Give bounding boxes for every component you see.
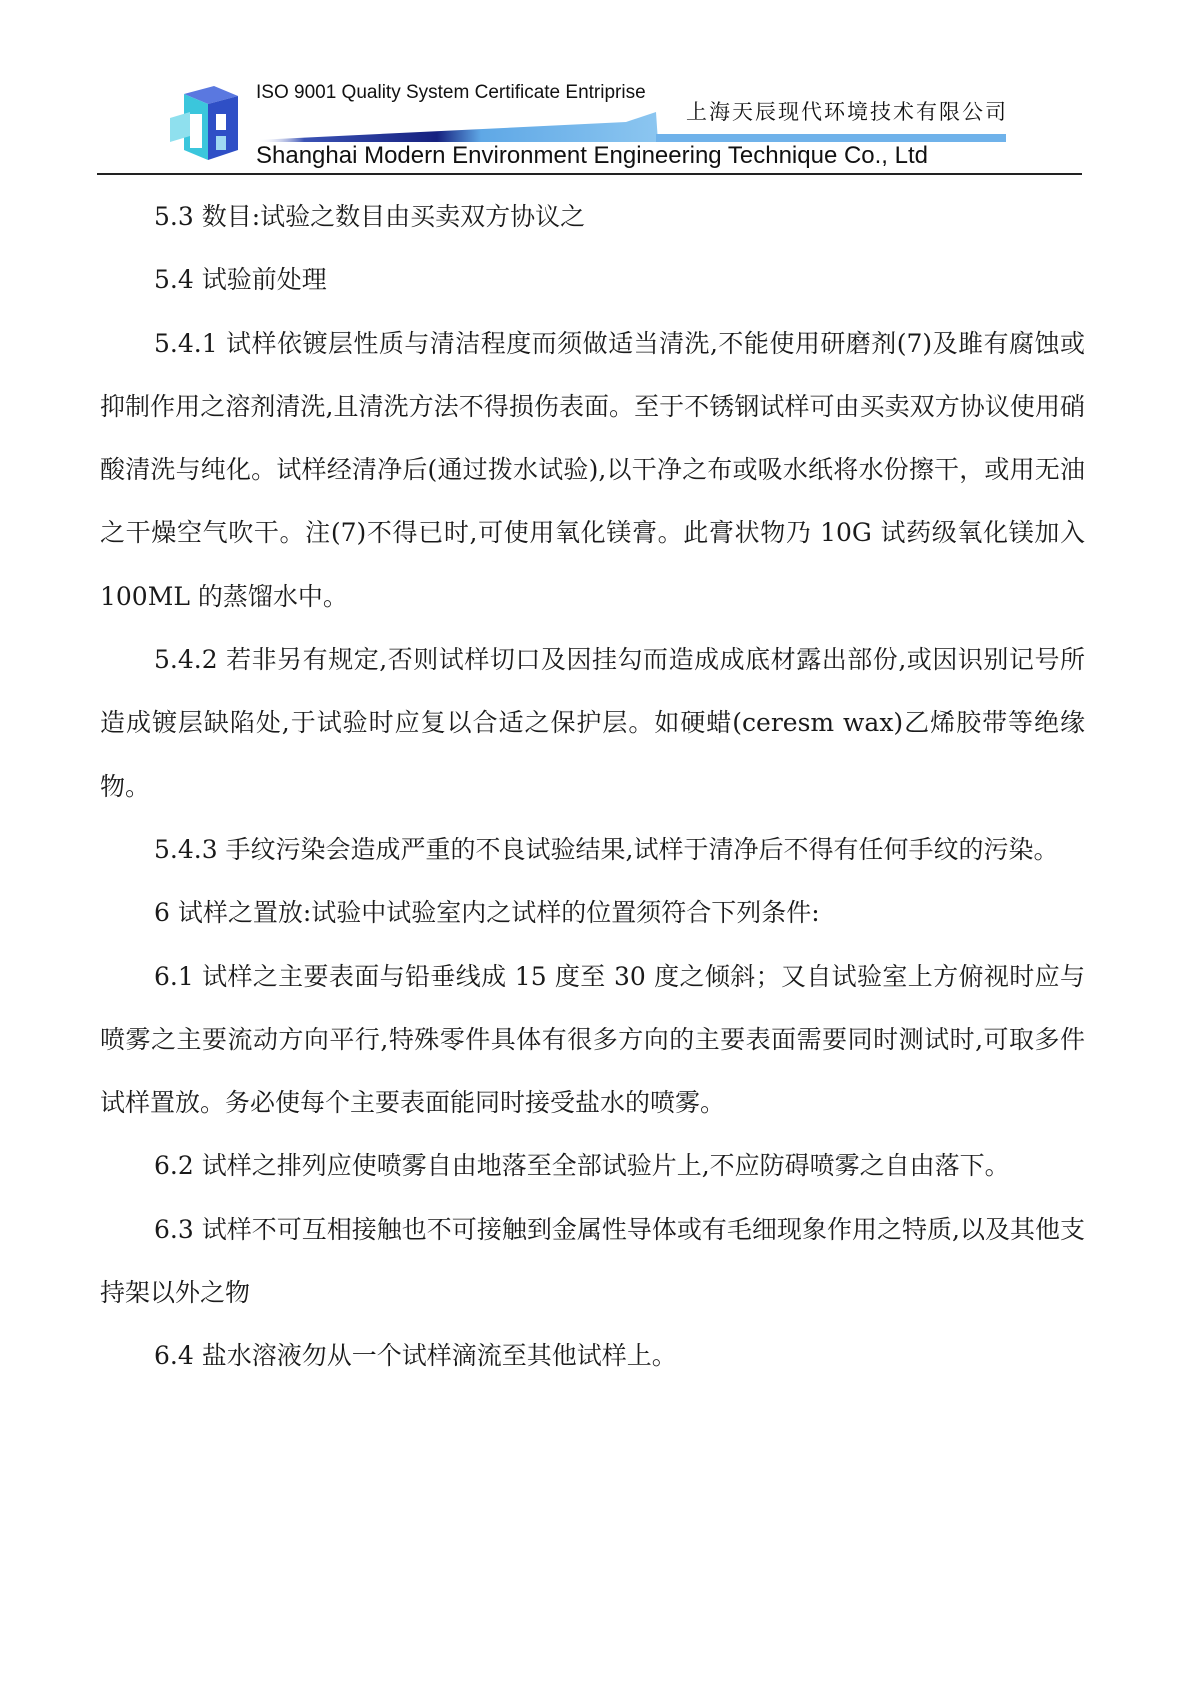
document-body — [100, 185, 1085, 1388]
company-name-chinese: 上海天辰现代环境技术有限公司 — [686, 100, 1008, 124]
letterhead — [0, 0, 1200, 180]
paragraph-6-1: 6.1 试样之主要表面与铅垂线成 15 度至 30 度之倾斜；又自试验室上方俯视时应与喷雾之主要流动方向平行,特殊零件具体有很多方向的主要表面需要同时测试时,可取多件试样置放。务必使每个主要表面能同时接受盐水的喷雾。 — [100, 961, 1085, 1118]
paragraph-5-3: 5.3 数目:试验之数目由买卖双方协议之 — [154, 202, 586, 231]
company-name-english: Shanghai Modern Environment Engineering Technique Co., Ltd — [256, 142, 928, 169]
paragraph-5-4-1: 5.4.1 试样依镀层性质与清洁程度而须做适当清洗,不能使用研磨剂(7)及雎有腐蚀或抑制作用之溶剂清洗,且清洗方法不得损伤表面。至于不锈钢试样可由买卖双方协议使用硝酸清洗与纯化。试样经清净后(通过拨水试验),以干净之布或吸水纸将水份擦干，或用无油之干燥空气吹干。注(7)不得已时,可使用氧化镁膏。此膏状物乃 10G 试药级氧化镁加入 100ML 的蒸馏水中。 — [100, 328, 1085, 611]
paragraph-6-3: 6.3 试样不可互相接触也不可接触到金属性导体或有毛细现象作用之特质,以及其他支持架以外之物 — [100, 1214, 1085, 1308]
iso-certificate-line: ISO 9001 Quality System Certificate Entriprise — [256, 82, 646, 103]
paragraph-6-4: 6.4 盐水溶液勿从一个试样滴流至其他试样上。 — [154, 1341, 677, 1371]
paragraph-5-4-2: 5.4.2 若非另有规定,否则试样切口及因挂勾而造成成底材露出部份,或因识别记号所造成镀层缺陷处,于试验时应复以合适之保护层。如硬蜡(ceresm wax)乙烯胶带等绝缘物。 — [100, 645, 1085, 801]
paragraph-5-4: 5.4 试验前处理 — [154, 265, 327, 295]
header-accent-bar — [256, 112, 1006, 142]
paragraph-5-4-3: 5.4.3 手纹污染会造成严重的不良试验结果,试样于清净后不得有任何手纹的污染。 — [154, 834, 1059, 864]
paragraph-6: 6 试样之置放:试验中试验室内之试样的位置须符合下列条件: — [154, 898, 820, 928]
paragraph-6-2: 6.2 试样之排列应使喷雾自由地落至全部试验片上,不应防碍喷雾之自由落下。 — [154, 1151, 1010, 1181]
header-divider — [97, 173, 1082, 175]
company-logo-icon — [166, 84, 246, 164]
